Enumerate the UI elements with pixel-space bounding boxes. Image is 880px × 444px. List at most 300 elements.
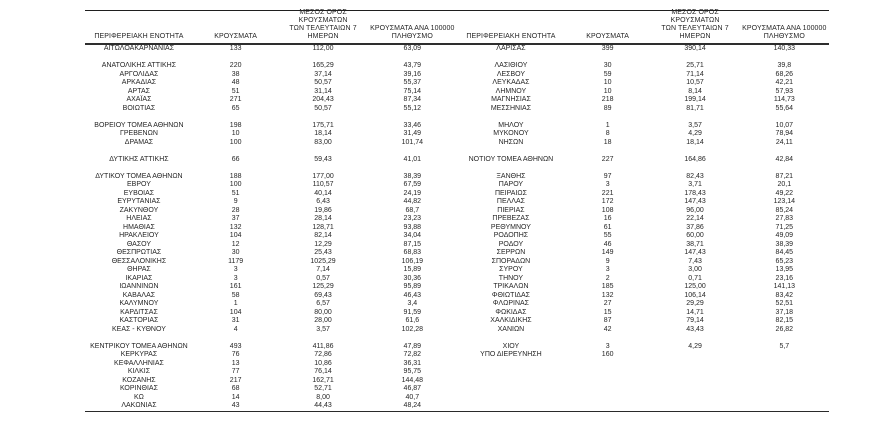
avg-7day-cell: 50,57 — [314, 104, 332, 112]
avg-7day-cell: 165,29 — [312, 62, 334, 69]
per-100k-cell: 31,49 — [403, 130, 422, 137]
table-row — [457, 122, 829, 131]
per-100k-cell: 55,12 — [403, 104, 422, 112]
region-name-cell: ΜΑΓΝΗΣΙΑΣ — [491, 96, 531, 103]
avg-7day-cell: 204,43 — [312, 96, 334, 103]
avg-7day-cell: 125,00 — [684, 283, 706, 290]
per-100k-cell: 46,87 — [403, 385, 422, 392]
cases-cell: 46 — [603, 240, 612, 248]
region-name-cell: ΒΟΙΩΤΙΑΣ — [122, 104, 156, 112]
region-name-cell: ΘΗΡΑΣ — [127, 266, 151, 273]
cases-cell: 132 — [229, 223, 242, 231]
table-row — [85, 292, 457, 301]
table-row — [457, 275, 829, 284]
cases-cell: 51 — [231, 189, 240, 197]
avg-7day-cell: 4,29 — [688, 342, 702, 350]
cases-table-right — [457, 11, 829, 411]
region-name-cell: ΧΙΟΥ — [502, 342, 520, 350]
region-name-cell: ΑΡΓΟΛΙΔΑΣ — [119, 70, 159, 78]
table-row — [457, 292, 829, 301]
table-row — [457, 190, 829, 199]
region-name-cell: ΑΧΑΪΑΣ — [126, 96, 152, 103]
per-100k-cell: 71,25 — [775, 223, 794, 231]
cases-table-left — [85, 11, 457, 411]
cases-cell: 3 — [233, 274, 238, 282]
avg-7day-cell: 52,71 — [314, 385, 332, 392]
region-name-cell: ΜΕΣΣΗΝΙΑΣ — [490, 104, 532, 112]
cases-cell: 10 — [603, 79, 612, 86]
region-name-cell: ΘΑΣΟΥ — [126, 240, 152, 248]
per-100k-cell: 114,73 — [773, 96, 795, 103]
region-name-cell: ΦΘΙΩΤΙΔΑΣ — [491, 291, 530, 299]
cases-cell: 43 — [231, 402, 240, 409]
table-row — [85, 139, 457, 148]
cases-cell: 221 — [601, 189, 614, 197]
per-100k-cell: 87,34 — [403, 96, 422, 103]
region-name-cell: ΣΥΡΟΥ — [499, 266, 523, 273]
table-row — [457, 326, 829, 335]
table-row — [457, 258, 829, 267]
avg-7day-cell: 1025,29 — [310, 257, 336, 265]
avg-7day-cell: 96,00 — [686, 206, 704, 214]
cases-cell: 89 — [603, 104, 612, 112]
cases-cell: 100 — [229, 138, 242, 146]
table-row-empty — [85, 164, 457, 173]
avg-7day-cell: 28,00 — [314, 317, 332, 324]
cases-cell: 3 — [605, 342, 610, 350]
avg-7day-cell: 80,00 — [314, 308, 332, 316]
region-name-cell: ΛΗΜΝΟΥ — [495, 87, 527, 95]
region-name-cell: ΙΩΑΝΝΙΝΩΝ — [119, 283, 159, 290]
avg-7day-cell: 72,86 — [314, 351, 332, 358]
per-100k-cell: 37,18 — [775, 308, 794, 316]
cases-cell: 1179 — [228, 257, 244, 265]
avg-7day-cell: 112,00 — [312, 45, 334, 52]
table-row — [85, 300, 457, 309]
table-row — [457, 156, 829, 165]
per-100k-cell: 93,88 — [403, 223, 422, 231]
column-header-region: ΠΕΡΙΦΕΡΕΙΑΚΗ ΕΝΟΤΗΤΑ — [94, 33, 184, 40]
table-row — [457, 309, 829, 318]
cases-cell: 48 — [231, 79, 240, 86]
per-100k-cell: 33,46 — [403, 121, 422, 129]
region-name-cell: ΘΕΣΣΑΛΟΝΙΚΗΣ — [111, 257, 167, 265]
table-row — [85, 105, 457, 114]
per-100k-cell: 41,01 — [403, 155, 422, 163]
region-name-cell: ΣΕΡΡΩΝ — [496, 249, 526, 256]
per-100k-cell: 63,09 — [403, 45, 422, 52]
region-name-cell: ΡΟΔΟΠΗΣ — [493, 232, 529, 239]
per-100k-cell: 68,83 — [403, 249, 422, 256]
avg-7day-cell: 81,71 — [686, 104, 704, 112]
cases-cell: 61 — [603, 223, 612, 231]
region-name-cell: ΔΥΤΙΚΗΣ ΑΤΤΙΚΗΣ — [109, 155, 169, 163]
per-100k-cell: 144,48 — [401, 376, 424, 384]
avg-7day-cell: 83,00 — [314, 138, 332, 146]
per-100k-cell: 55,64 — [775, 104, 794, 112]
avg-7day-cell: 125,29 — [312, 283, 334, 290]
avg-7day-cell: 110,57 — [312, 181, 334, 188]
column-header-per100k: ΚΡΟΥΣΜΑΤΑ ΑΝΑ 100000 ΠΛΗΘΥΣΜΟ — [370, 25, 455, 40]
table-row — [457, 79, 829, 88]
region-name-cell: ΠΕΙΡΑΙΩΣ — [494, 189, 527, 197]
table-row — [85, 215, 457, 224]
region-name-cell: ΡΟΔΟΥ — [498, 240, 524, 248]
table-row — [85, 377, 457, 386]
per-100k-cell: 38,39 — [403, 172, 422, 180]
per-100k-cell: 42,84 — [775, 155, 794, 163]
avg-7day-cell: 162,71 — [312, 376, 334, 384]
per-100k-cell: 39,16 — [403, 70, 422, 78]
per-100k-cell: 68,26 — [775, 70, 794, 78]
per-100k-cell: 95,75 — [403, 368, 422, 375]
per-100k-cell: 106,19 — [401, 257, 424, 265]
cases-cell: 218 — [601, 96, 614, 103]
avg-7day-cell: 18,14 — [686, 138, 704, 146]
per-100k-cell: 44,82 — [403, 198, 422, 205]
per-100k-cell: 84,45 — [775, 249, 794, 256]
per-100k-cell: 43,79 — [403, 62, 422, 69]
table-row — [85, 62, 457, 71]
per-100k-cell: 27,83 — [775, 215, 794, 222]
table-header-left — [85, 11, 457, 45]
cases-cell: 1 — [233, 300, 238, 307]
table-row — [85, 190, 457, 199]
cases-cell: 185 — [601, 283, 614, 290]
avg-7day-cell: 147,43 — [684, 249, 706, 256]
per-100k-cell: 68,7 — [405, 206, 420, 214]
table-row — [457, 241, 829, 250]
avg-7day-cell: 37,14 — [314, 70, 332, 78]
table-row — [457, 173, 829, 182]
cases-cell: 51 — [231, 87, 240, 95]
column-header-avg7: ΜΕΣΟΣ ΟΡΟΣ ΚΡΟΥΣΜΑΤΩΝ ΤΩΝ ΤΕΛΕΥΤΑΙΩΝ 7 ΗΜΕΡΩΝ — [289, 9, 357, 40]
cases-cell: 76 — [231, 351, 240, 358]
table-row — [457, 300, 829, 309]
table-row — [85, 198, 457, 207]
cases-cell: 217 — [229, 376, 242, 384]
region-name-cell: ΠΑΡΟΥ — [498, 181, 524, 188]
per-100k-cell: 46,43 — [403, 291, 422, 299]
cases-cell: 104 — [229, 308, 242, 316]
table-row — [85, 241, 457, 250]
region-name-cell: ΣΠΟΡΑΔΩΝ — [491, 257, 531, 265]
table-row — [85, 275, 457, 284]
region-name-cell: ΒΟΡΕΙΟΥ ΤΟΜΕΑ ΑΘΗΝΩΝ — [94, 121, 184, 129]
table-row — [85, 130, 457, 139]
per-100k-cell: 39,8 — [777, 62, 792, 69]
region-name-cell: ΗΜΑΘΙΑΣ — [123, 223, 155, 231]
region-name-cell: ΚΕΡΚΥΡΑΣ — [120, 351, 158, 358]
avg-7day-cell: 37,86 — [686, 223, 704, 231]
table-row — [457, 343, 829, 352]
table-row — [85, 88, 457, 97]
avg-7day-cell: 40,14 — [314, 189, 332, 197]
region-name-cell: ΜΥΚΟΝΟΥ — [493, 130, 529, 137]
cases-cell: 160 — [601, 351, 614, 358]
region-name-cell: ΧΑΝΙΩΝ — [497, 325, 525, 333]
avg-7day-cell: 177,00 — [312, 172, 334, 180]
per-100k-cell: 141,13 — [773, 283, 796, 290]
avg-7day-cell: 44,43 — [314, 402, 332, 409]
cases-cell: 3 — [233, 266, 238, 273]
column-header-region: ΠΕΡΙΦΕΡΕΙΑΚΗ ΕΝΟΤΗΤΑ — [466, 33, 556, 40]
per-100k-cell: 83,42 — [775, 291, 794, 299]
cases-cell: 31 — [231, 317, 240, 324]
cases-cell: 198 — [229, 121, 242, 129]
table-row — [457, 215, 829, 224]
region-name-cell: ΑΡΚΑΔΙΑΣ — [121, 79, 157, 86]
avg-7day-cell: 0,71 — [688, 274, 702, 282]
table-header-right — [457, 11, 829, 45]
table-row — [85, 249, 457, 258]
avg-7day-cell: 3,71 — [688, 181, 702, 188]
per-100k-cell: 49,09 — [775, 232, 794, 239]
cases-cell: 149 — [601, 249, 614, 256]
avg-7day-cell: 6,43 — [316, 198, 330, 205]
avg-7day-cell: 4,29 — [688, 130, 702, 137]
avg-7day-cell: 3,57 — [316, 325, 330, 333]
avg-7day-cell: 28,14 — [314, 215, 332, 222]
table-row — [85, 232, 457, 241]
table-row — [457, 88, 829, 97]
table-row — [85, 266, 457, 275]
avg-7day-cell: 10,86 — [314, 359, 332, 367]
table-row — [457, 181, 829, 190]
table-body-left — [85, 45, 457, 411]
avg-7day-cell: 50,57 — [314, 79, 332, 86]
region-name-cell: ΔΥΤΙΚΟΥ ΤΟΜΕΑ ΑΘΗΝΩΝ — [95, 172, 183, 180]
avg-7day-cell: 7,43 — [688, 257, 702, 265]
region-name-cell: ΚΑΒΑΛΑΣ — [122, 291, 156, 299]
table-row — [85, 343, 457, 352]
avg-7day-cell: 76,14 — [314, 368, 332, 375]
cases-cell: 10 — [603, 87, 612, 95]
cases-cell: 3 — [605, 266, 610, 273]
table-row-empty — [457, 147, 829, 156]
region-name-cell: ΚΑΛΥΜΝΟΥ — [119, 300, 159, 307]
per-100k-cell: 10,07 — [775, 121, 794, 129]
table-row-empty — [457, 54, 829, 63]
avg-7day-cell: 6,57 — [316, 300, 330, 307]
table-row — [457, 232, 829, 241]
cases-cell: 104 — [229, 232, 242, 239]
table-row — [457, 283, 829, 292]
table-row — [85, 368, 457, 377]
region-name-cell: ΚΩ — [133, 393, 144, 401]
region-name-cell: ΠΕΛΛΑΣ — [496, 198, 525, 205]
table-row — [457, 105, 829, 114]
column-header-avg7: ΜΕΣΟΣ ΟΡΟΣ ΚΡΟΥΣΜΑΤΩΝ ΤΩΝ ΤΕΛΕΥΤΑΙΩΝ 7 ΗΜΕΡΩΝ — [661, 9, 729, 40]
region-name-cell: ΛΑΣΙΘΙΟΥ — [494, 62, 528, 69]
cases-cell: 27 — [603, 300, 612, 307]
table-row — [457, 45, 829, 54]
table-row — [85, 385, 457, 394]
region-name-cell: ΦΛΩΡΙΝΑΣ — [492, 300, 530, 307]
per-100k-cell: 23,16 — [775, 274, 794, 282]
region-name-cell: ΞΑΝΘΗΣ — [496, 172, 526, 180]
per-100k-cell: 42,21 — [775, 79, 794, 86]
table-row — [457, 62, 829, 71]
table-row — [85, 207, 457, 216]
per-100k-cell: 36,31 — [403, 359, 422, 367]
avg-7day-cell: 38,71 — [686, 240, 704, 248]
table-row — [85, 156, 457, 165]
cases-cell: 58 — [231, 291, 240, 299]
region-name-cell: ΗΛΕΙΑΣ — [126, 215, 152, 222]
table-row-empty — [457, 113, 829, 122]
region-name-cell: ΡΕΘΥΜΝΟΥ — [490, 223, 531, 231]
table-row — [85, 317, 457, 326]
table-row — [85, 326, 457, 335]
table-row — [457, 71, 829, 80]
region-name-cell: ΛΑΡΙΣΑΣ — [496, 45, 526, 52]
region-name-cell: ΕΒΡΟΥ — [126, 181, 151, 188]
cases-cell: 16 — [603, 215, 612, 222]
table-row — [85, 224, 457, 233]
table-row-empty — [85, 54, 457, 63]
avg-7day-cell: 59,43 — [314, 155, 332, 163]
cases-cell: 15 — [603, 308, 612, 316]
cases-cell: 59 — [603, 70, 612, 78]
table-row — [85, 173, 457, 182]
cases-cell: 100 — [229, 181, 242, 188]
avg-7day-cell: 175,71 — [312, 121, 334, 129]
cases-cell: 55 — [603, 232, 612, 239]
table-row — [85, 309, 457, 318]
per-100k-cell: 23,23 — [403, 215, 422, 222]
per-100k-cell: 123,14 — [773, 198, 796, 205]
per-100k-cell: 48,24 — [403, 402, 422, 409]
region-name-cell: ΓΡΕΒΕΝΩΝ — [120, 130, 158, 137]
avg-7day-cell: 8,00 — [316, 393, 330, 401]
cases-cell: 133 — [229, 45, 242, 52]
per-100k-cell: 140,33 — [773, 45, 796, 52]
per-100k-cell: 85,24 — [775, 206, 794, 214]
avg-7day-cell: 0,57 — [316, 274, 330, 282]
region-name-cell: ΛΕΥΚΑΔΑΣ — [492, 79, 530, 86]
table-row — [457, 224, 829, 233]
cases-cell: 77 — [231, 368, 240, 375]
avg-7day-cell: 12,29 — [314, 240, 332, 248]
region-name-cell: ΘΕΣΠΡΩΤΙΑΣ — [116, 249, 162, 256]
avg-7day-cell: 178,43 — [684, 189, 706, 197]
table-row — [85, 45, 457, 54]
avg-7day-cell: 411,86 — [312, 342, 334, 350]
cases-cell: 28 — [231, 206, 240, 214]
avg-7day-cell: 82,14 — [314, 232, 332, 239]
avg-7day-cell: 60,00 — [686, 232, 704, 239]
cases-cell: 87 — [603, 317, 612, 324]
avg-7day-cell: 71,14 — [686, 70, 704, 78]
cases-cell: 9 — [605, 257, 610, 265]
table-row — [85, 258, 457, 267]
cases-cell: 66 — [231, 155, 240, 163]
regional-cases-table — [85, 10, 829, 412]
avg-7day-cell: 19,86 — [314, 206, 332, 214]
region-name-cell: ΠΡΕΒΕΖΑΣ — [492, 215, 530, 222]
table-row — [85, 122, 457, 131]
per-100k-cell: 55,37 — [403, 79, 422, 86]
per-100k-cell: 65,23 — [775, 257, 794, 265]
cases-cell: 13 — [231, 359, 240, 367]
cases-cell: 227 — [601, 155, 614, 163]
table-row-empty — [85, 113, 457, 122]
avg-7day-cell: 25,71 — [686, 62, 704, 69]
cases-cell: 18 — [603, 138, 612, 146]
cases-cell: 30 — [231, 249, 240, 256]
avg-7day-cell: 128,71 — [312, 223, 334, 231]
cases-cell: 65 — [231, 104, 240, 112]
region-name-cell: ΜΗΛΟΥ — [498, 121, 524, 129]
cases-cell: 10 — [231, 130, 240, 137]
avg-7day-cell: 7,14 — [316, 266, 330, 273]
region-name-cell: ΑΙΤΩΛΟΑΚΑΡΝΑΝΙΑΣ — [103, 45, 175, 52]
cases-cell: 399 — [601, 45, 614, 52]
cases-cell: 8 — [605, 130, 610, 137]
cases-cell: 2 — [605, 274, 610, 282]
per-100k-cell: 57,93 — [775, 87, 794, 95]
table-row — [457, 351, 829, 360]
cases-cell: 68 — [231, 385, 240, 392]
per-100k-cell: 87,21 — [775, 172, 794, 180]
per-100k-cell: 78,94 — [775, 130, 794, 137]
avg-7day-cell: 22,14 — [686, 215, 704, 222]
avg-7day-cell: 3,57 — [688, 121, 702, 129]
per-100k-cell: 101,74 — [401, 138, 424, 146]
per-100k-cell: 5,7 — [779, 342, 790, 350]
region-name-cell: ΚΕΑΣ - ΚΥΘΝΟΥ — [111, 325, 166, 333]
region-name-cell: ΚΕΦΑΛΛΗΝΙΑΣ — [114, 359, 164, 367]
cases-cell: 37 — [231, 215, 240, 222]
table-row — [457, 207, 829, 216]
cases-cell: 493 — [229, 342, 242, 350]
region-name-cell: ΚΙΛΚΙΣ — [127, 368, 151, 375]
table-row — [457, 130, 829, 139]
cases-cell: 271 — [229, 96, 242, 103]
table-row — [85, 394, 457, 403]
per-100k-cell: 82,15 — [775, 317, 794, 324]
table-row-empty — [85, 334, 457, 343]
region-name-cell: ΚΑΣΤΟΡΙΑΣ — [119, 317, 159, 324]
avg-7day-cell: 18,14 — [314, 130, 332, 137]
table-row — [85, 181, 457, 190]
table-row — [457, 249, 829, 258]
per-100k-cell: 87,15 — [403, 240, 422, 248]
column-header-cases: ΚΡΟΥΣΜΑΤΑ — [214, 33, 258, 40]
per-100k-cell: 3,4 — [407, 300, 418, 307]
table-row — [85, 71, 457, 80]
avg-7day-cell: 25,43 — [314, 249, 332, 256]
per-100k-cell: 13,95 — [775, 266, 794, 273]
region-name-cell: ΝΟΤΙΟΥ ΤΟΜΕΑ ΑΘΗΝΩΝ — [468, 155, 554, 163]
table-row-empty — [85, 147, 457, 156]
region-name-cell: ΦΩΚΙΔΑΣ — [495, 308, 527, 316]
avg-7day-cell: 29,29 — [686, 300, 704, 307]
per-100k-cell: 72,82 — [403, 351, 422, 358]
per-100k-cell: 38,39 — [775, 240, 794, 248]
cases-cell: 1 — [605, 121, 610, 129]
region-name-cell: ΝΗΣΩΝ — [498, 138, 524, 146]
cases-cell: 14 — [231, 393, 240, 401]
table-row — [85, 360, 457, 369]
avg-7day-cell: 43,43 — [686, 325, 704, 333]
region-name-cell: ΑΝΑΤΟΛΙΚΗΣ ΑΤΤΙΚΗΣ — [101, 62, 177, 69]
avg-7day-cell: 14,71 — [686, 308, 704, 316]
per-100k-cell: 91,59 — [403, 308, 422, 316]
cases-cell: 108 — [601, 206, 614, 214]
cases-cell: 161 — [229, 283, 242, 290]
